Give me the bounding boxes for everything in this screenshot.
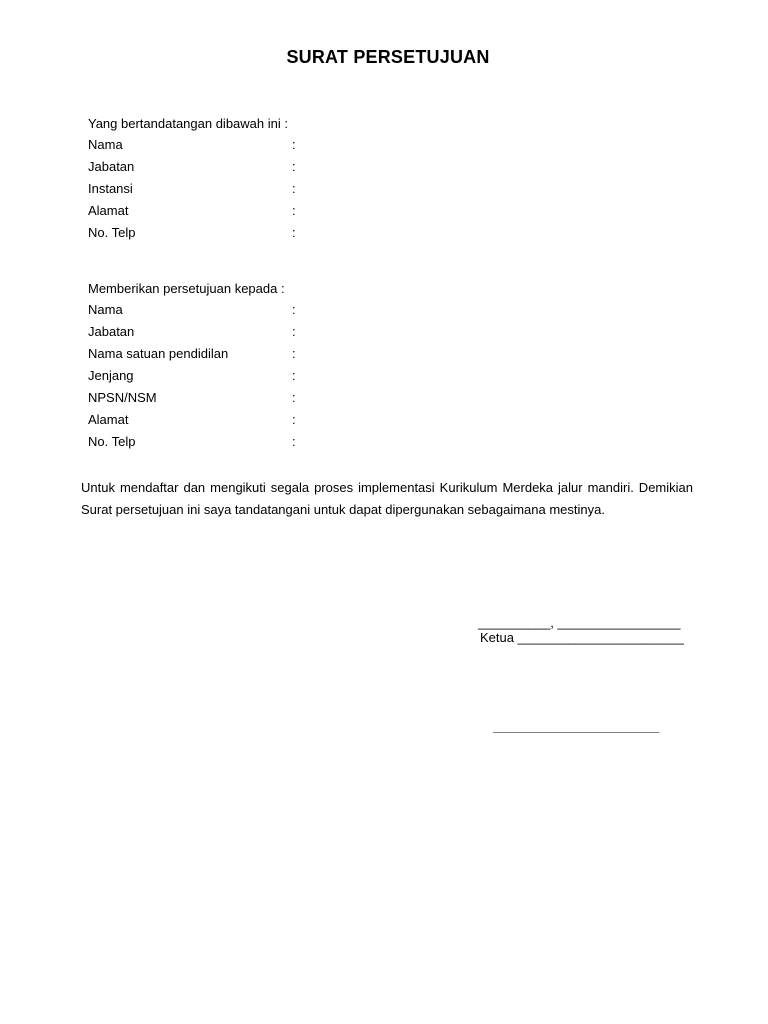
field-colon: : — [292, 159, 296, 174]
field-row-jabatan — [88, 156, 348, 178]
field-colon: : — [292, 434, 296, 449]
field-row-nama — [88, 134, 348, 156]
field-label: Jabatan — [88, 324, 135, 339]
field-row-jabatan — [88, 321, 348, 343]
field-label: NPSN/NSM — [88, 390, 157, 405]
statement-paragraph: Untuk mendaftar dan mengikuti segala proses implementasi Kurikulum Merdeka jalur mandiri. Demikian Surat persetujuan ini saya tandatangani untuk dapat dipergunakan sebagaimana mestinya. — [81, 480, 693, 517]
field-row-no-telp — [88, 431, 348, 453]
field-label: Nama — [88, 137, 123, 152]
field-label: Jabatan — [88, 159, 135, 174]
field-colon: : — [292, 302, 296, 317]
field-colon: : — [292, 181, 296, 196]
field-row-npsn-nsm — [88, 387, 348, 409]
field-colon: : — [292, 368, 296, 383]
field-colon: : — [292, 346, 296, 361]
field-colon: : — [292, 137, 296, 152]
field-label: Jenjang — [88, 368, 134, 383]
field-label: Nama satuan pendidilan — [88, 346, 229, 361]
field-row-no-telp — [88, 222, 348, 244]
field-label: Instansi — [88, 181, 133, 196]
field-colon: : — [292, 324, 296, 339]
field-label: Nama — [88, 302, 123, 317]
field-label: No. Telp — [88, 225, 136, 240]
section2-intro: Memberikan persetujuan kepada : — [88, 281, 285, 296]
field-label: Alamat — [88, 203, 129, 218]
section1-intro: Yang bertandatangan dibawah ini : — [88, 116, 288, 131]
field-label: No. Telp — [88, 434, 136, 449]
field-row-instansi — [88, 178, 348, 200]
field-row-alamat — [88, 409, 348, 431]
field-colon: : — [292, 390, 296, 405]
field-row-nama — [88, 299, 348, 321]
field-label: Alamat — [88, 412, 129, 427]
section1-field-list — [88, 134, 348, 244]
field-row-jenjang — [88, 365, 348, 387]
field-row-alamat — [88, 200, 348, 222]
field-colon: : — [292, 225, 296, 240]
signature-name-line: _______________________ — [493, 719, 660, 734]
signature-role: Ketua _______________________ — [480, 630, 684, 645]
section2-field-list — [88, 299, 348, 453]
signature-place-date: __________, _________________ — [478, 615, 681, 630]
document-title: SURAT PERSETUJUAN — [286, 47, 490, 67]
field-colon: : — [292, 412, 296, 427]
field-colon: : — [292, 203, 296, 218]
field-row-nama-satuan-pendidikan — [88, 343, 348, 365]
